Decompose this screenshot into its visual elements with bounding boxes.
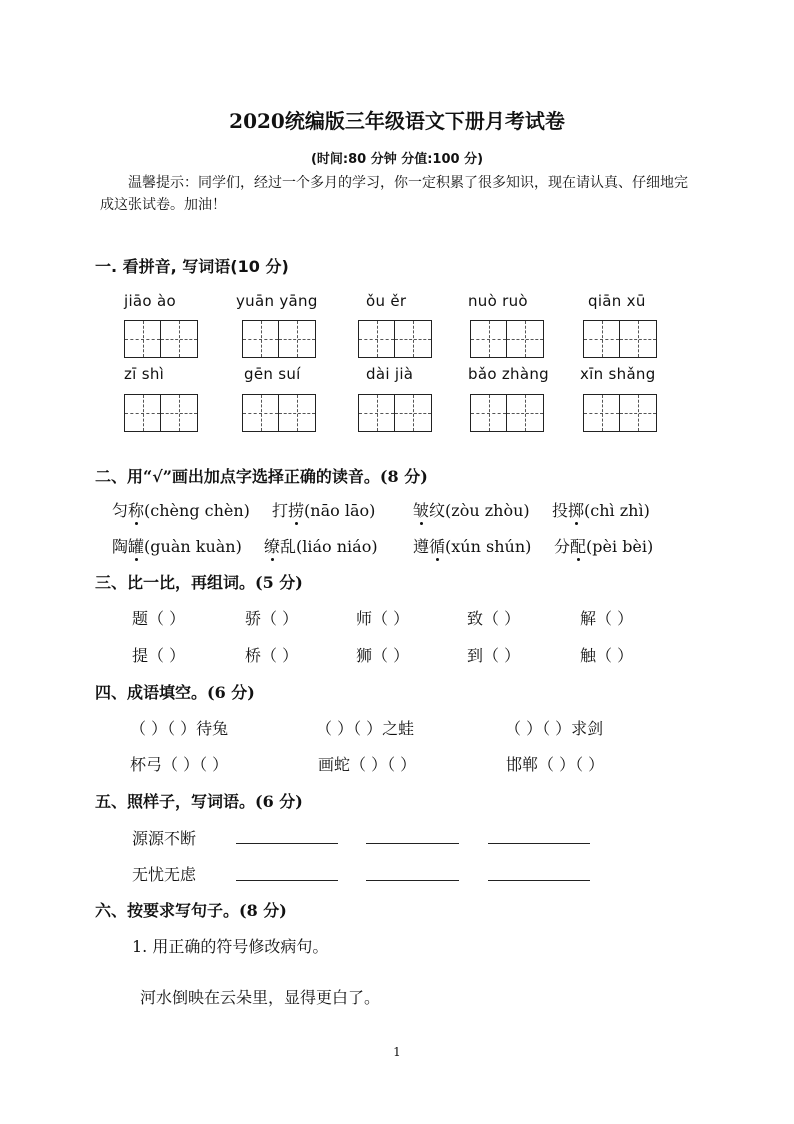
- writing-grid[interactable]: [358, 394, 432, 432]
- reading-item: 分配(pèi bèi): [554, 537, 654, 556]
- reading-item: 投掷(chì zhì): [552, 501, 650, 520]
- word-item[interactable]: 提（ ）: [132, 646, 186, 665]
- pinyin-label: qiān xū: [588, 292, 646, 310]
- section-6-heading: 六、按要求写句子。(8 分): [95, 901, 287, 920]
- pinyin-label: bǎo zhàng: [468, 365, 549, 383]
- word-item[interactable]: 到（ ）: [467, 646, 521, 665]
- answer-line[interactable]: [488, 843, 590, 844]
- exam-time-score: (时间:80 分钟 分值:100 分): [310, 152, 484, 167]
- writing-grid[interactable]: [358, 320, 432, 358]
- pinyin-label: yuān yāng: [236, 292, 318, 310]
- reading-item: 打捞(nāo lāo): [272, 501, 376, 520]
- idiom-item[interactable]: 画蛇（ ）（ ）: [318, 755, 417, 774]
- pinyin-label: gēn suí: [244, 365, 301, 383]
- dotted-char: 罐: [128, 537, 145, 556]
- reading-item: 匀称(chèng chèn): [112, 501, 250, 520]
- word-item[interactable]: 师（ ）: [356, 609, 410, 628]
- section-2-heading: 二、用“√”画出加点字选择正确的读音。(8 分): [95, 467, 428, 486]
- writing-grid[interactable]: [242, 320, 316, 358]
- pinyin-label: ǒu ěr: [366, 292, 407, 310]
- writing-grid[interactable]: [470, 394, 544, 432]
- answer-line[interactable]: [488, 880, 590, 881]
- idiom-item[interactable]: 杯弓（ ）（ ）: [130, 755, 229, 774]
- word-item[interactable]: 致（ ）: [467, 609, 521, 628]
- dotted-char: 缭: [264, 537, 281, 556]
- example-word: 无忧无虑: [132, 865, 197, 884]
- writing-grid[interactable]: [583, 320, 657, 358]
- writing-grid[interactable]: [583, 394, 657, 432]
- section-5-heading: 五、照样子，写词语。(6 分): [95, 792, 303, 811]
- dotted-char: 皱: [413, 501, 430, 520]
- pinyin-label: dài jià: [366, 365, 414, 383]
- word-item[interactable]: 骄（ ）: [245, 609, 299, 628]
- reading-item: 陶罐(guàn kuàn): [112, 537, 242, 556]
- writing-grid[interactable]: [124, 394, 198, 432]
- answer-line[interactable]: [366, 843, 459, 844]
- answer-line[interactable]: [236, 843, 338, 844]
- word-item[interactable]: 触（ ）: [580, 646, 634, 665]
- example-word: 源源不断: [132, 829, 197, 848]
- section-3-heading: 三、比一比，再组词。(5 分): [95, 573, 303, 592]
- dotted-char: 循: [429, 537, 446, 556]
- page-number: 1: [393, 1045, 401, 1059]
- answer-line[interactable]: [366, 880, 459, 881]
- section-4-heading: 四、成语填空。(6 分): [95, 683, 255, 702]
- pinyin-label: xīn shǎng: [580, 365, 656, 383]
- idiom-item[interactable]: （ ）（ ）求剑: [505, 719, 604, 738]
- word-item[interactable]: 桥（ ）: [245, 646, 299, 665]
- page-title: 2020统编版三年级语文下册月考试卷: [229, 109, 565, 133]
- reading-item: 皱纹(zòu zhòu): [413, 501, 530, 520]
- writing-grid[interactable]: [124, 320, 198, 358]
- pinyin-label: nuò ruò: [468, 292, 528, 310]
- word-item[interactable]: 题（ ）: [132, 609, 186, 628]
- word-item[interactable]: 狮（ ）: [356, 646, 410, 665]
- notice-text: 温馨提示：同学们，经过一个多月的学习，你一定积累了很多知识，现在请认真、仔细地完成这张试卷。加油！: [100, 175, 688, 213]
- dotted-char: 掷: [568, 501, 585, 520]
- dotted-char: 配: [570, 537, 587, 556]
- sentence-to-correct: 河水倒映在云朵里，显得更白了。: [140, 988, 381, 1007]
- word-item[interactable]: 解（ ）: [580, 609, 634, 628]
- question-1: 1. 用正确的符号修改病句。: [132, 937, 329, 956]
- writing-grid[interactable]: [470, 320, 544, 358]
- pinyin-label: zī shì: [124, 365, 165, 383]
- idiom-item[interactable]: （ ）（ ）之蛙: [316, 719, 415, 738]
- idiom-item[interactable]: （ ）（ ）待兔: [130, 719, 229, 738]
- section-1-heading: 一. 看拼音, 写词语(10 分): [95, 257, 289, 276]
- reading-item: 遵循(xún shún): [413, 537, 532, 556]
- answer-line[interactable]: [236, 880, 338, 881]
- pinyin-label: jiāo ào: [124, 292, 176, 310]
- dotted-char: 捞: [288, 501, 305, 520]
- reading-item: 缭乱(liáo niáo): [264, 537, 378, 556]
- idiom-item[interactable]: 邯郸（ ）（ ）: [506, 755, 605, 774]
- dotted-char: 称: [128, 501, 145, 520]
- writing-grid[interactable]: [242, 394, 316, 432]
